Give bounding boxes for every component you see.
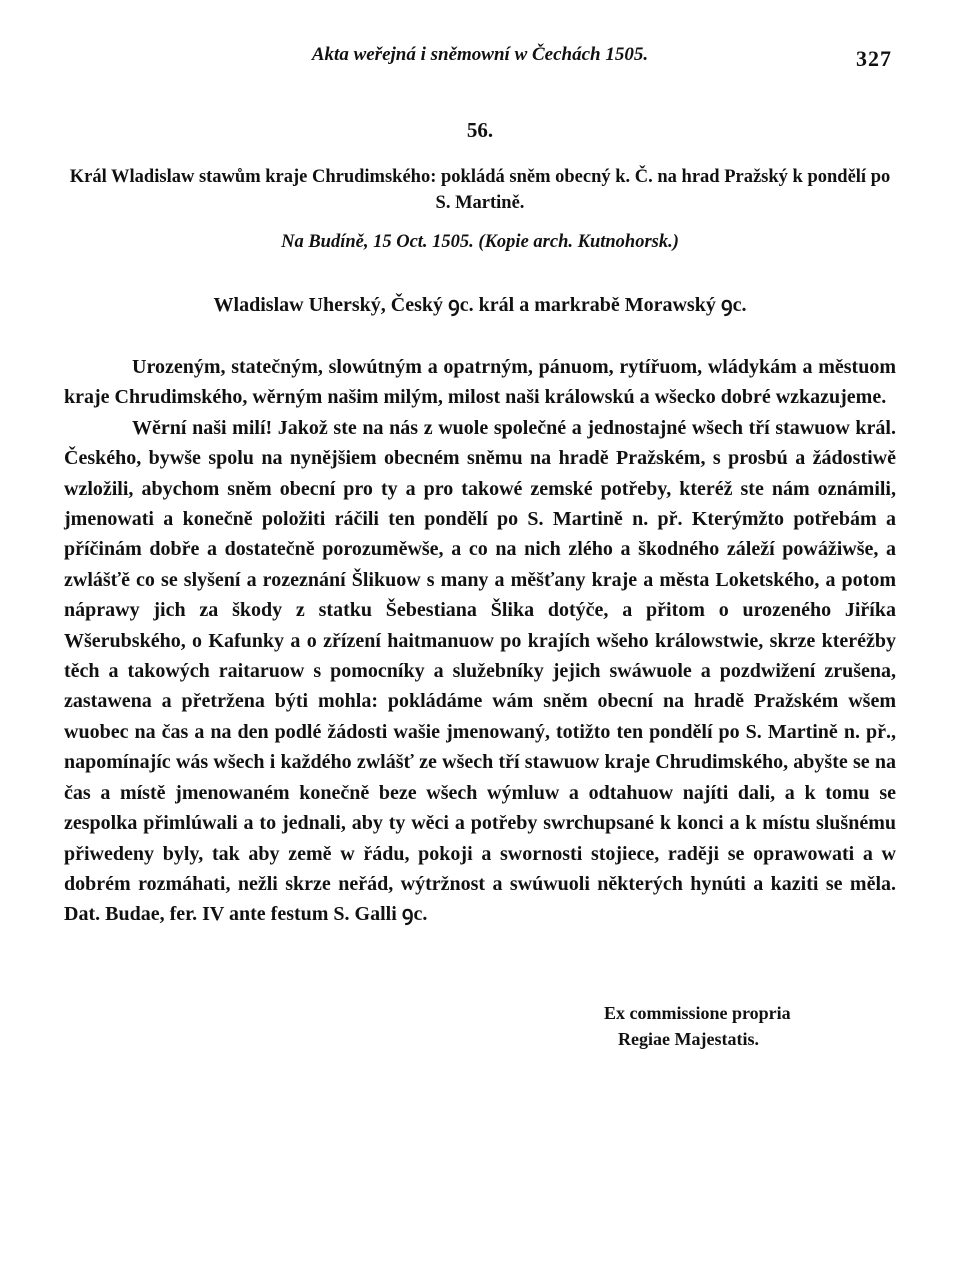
document-summary: Král Wladislaw stawům kraje Chrudimského: pokládá sněm obecný k. Č. na hrad Pražský k pondělí po S. Martině. (69, 167, 891, 213)
subscription-line-1: Ex commissione propria (604, 1003, 791, 1023)
document-subscription (604, 1000, 904, 1052)
body-paragraph-address: Urozeným, statečným, slowútným a opatrným, pánuom, rytířuom, wládykám a městuom kraje Chrudimského, wěrným našim milým, milost naši králowskú a wšecko dobré wzkazujeme. (64, 356, 896, 409)
document-dateline: Na Budíně, 15 Oct. 1505. (Kopie arch. Kutnohorsk.) (281, 232, 679, 252)
page-number: 327 (856, 46, 892, 71)
running-head (0, 42, 960, 76)
running-title: Akta weřejná i sněmowní w Čechách 1505. (311, 44, 649, 65)
document-intitulatio: Wladislaw Uherský, Český ꝯc. král a markrabě Morawský ꝯc. (213, 294, 747, 316)
subscription-line-2: Regiae Majestatis. (618, 1029, 759, 1049)
document-number: 56. (466, 118, 494, 142)
document-body (64, 352, 896, 930)
body-paragraph-main: Wěrní naši milí! Jakož ste na nás z wuole společné a jednostajné wšech tří stawuow král. Českého, bywše spolu na nynějšiem obecném sněmu na hradě Pražském, s prosbú a žádostiwě wzložili, abychom sněm obecní pro ty a pro takowé zemské potřeby, kteréž ste nám oznámili, jmenowati a konečně položiti ráčili ten pondělí po S. Martině n. př. Kterýmžto potřebám a příčinám dobře a dostatečně porozuměwše, a co na nich zlého a škodného záleží powážiwše, a zwlášťě co se slyšení a rozeznání Šlikuow s many a měšťany kraje a města Loketského, a potom náprawy jich za škody z statku Šebestiana Šlika dotýče, a přitom o urozeného Jiříka Wšerubského, o Kafunky a o zřízení haitmanuow po krajích wšeho králowstwie, skrze kteréžby těch a takowých raitaruow s pomocníky a služebníky jejich swáwuole a pozdwižení zrušena, zastawena a přetržena býti mohla: pokládáme wám sněm obecní na hradě Pražském wšem wuobec na čas a na den podlé žádosti wašie jmenowaný, totižto ten pondělí po S. Martině n. př., napomínajíc wás wšech i každého zwlášť ze wšech tří stawuow kraje Chrudimského, abyšte se na čas a místě jmenowaném konečně beze wšech wýmluw a odtahuow najíti dali, a k tomu se zespolka přimlúwali a to jednali, aby ty wěci a potřeby swrchupsané k konci a k místu slušnému přiwedeny byly, tak aby země w řádu, pokoji a swornosti stojiece, raději se oprawowati a w dobrém rozmáhati, nežli skrze neřád, wýtržnost a swúwuoli některých hynúti a kaziti se měla. Dat. Budae, fer. IV ante festum S. Galli ꝯc. (64, 416, 896, 926)
